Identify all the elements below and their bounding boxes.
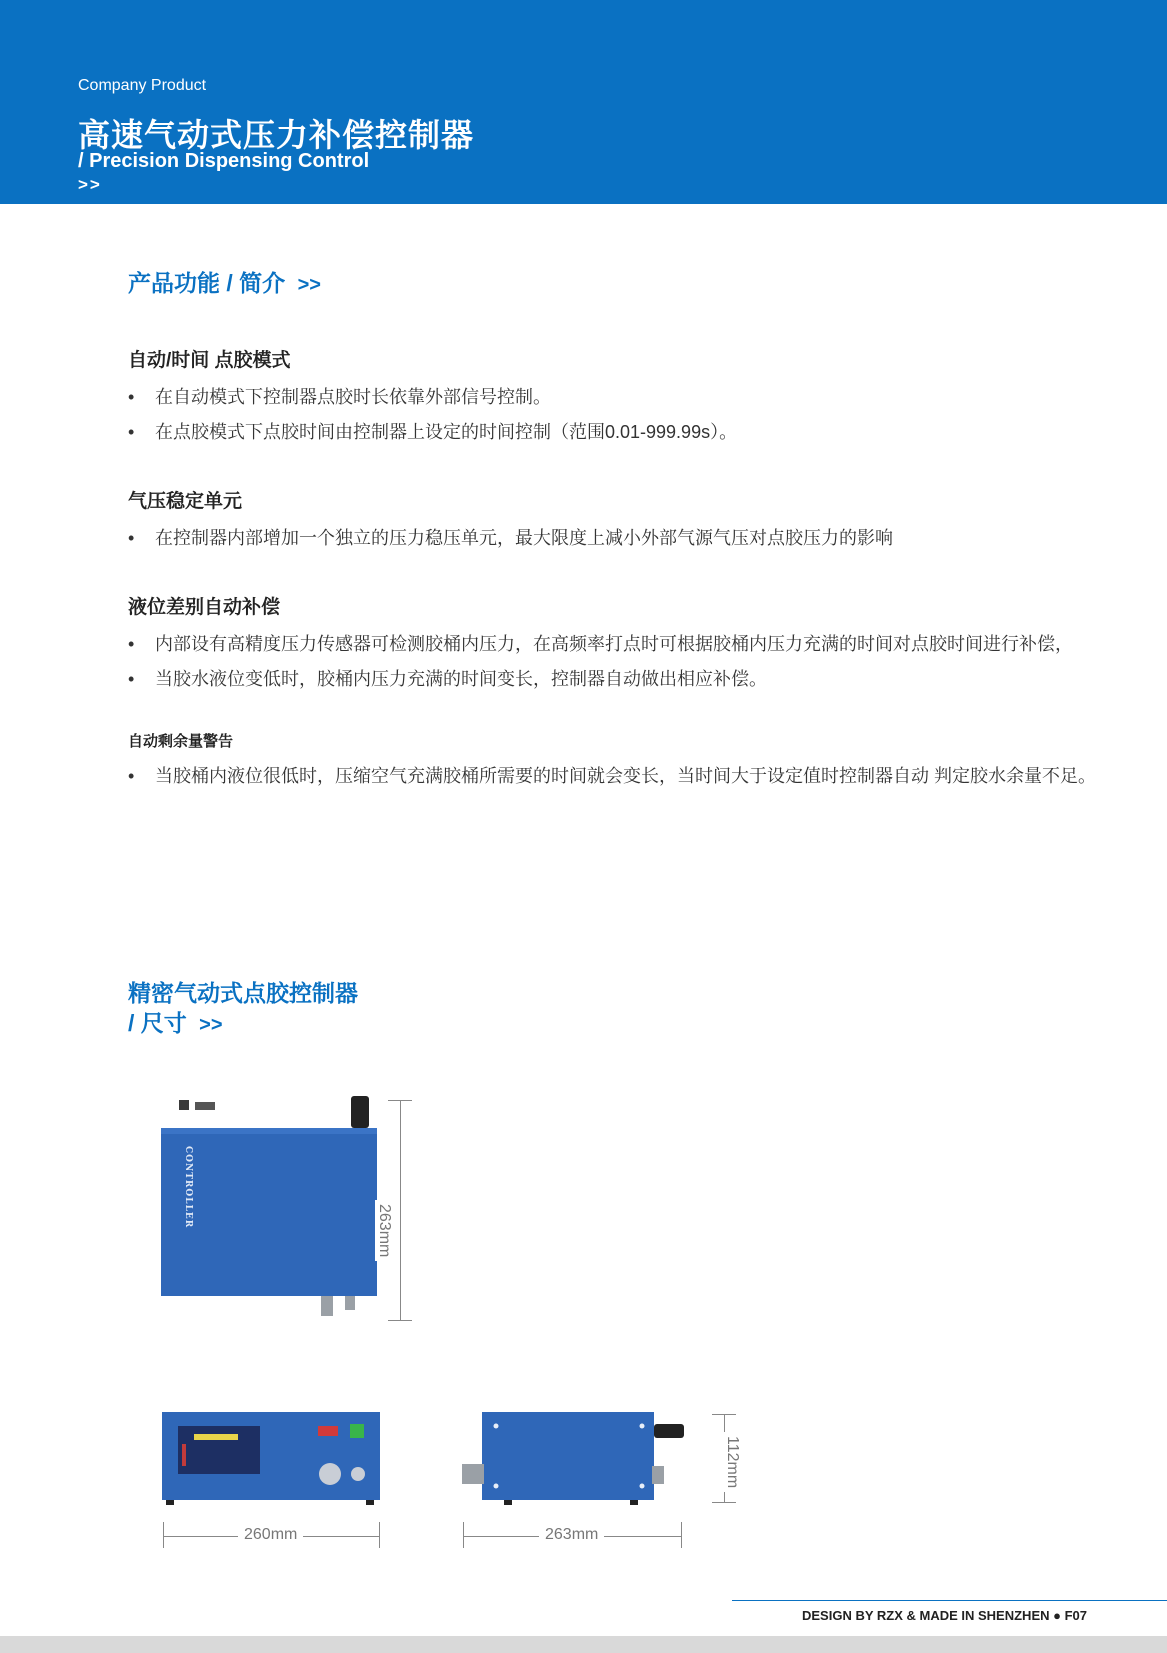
feature-heading: 液位差别自动补偿 — [128, 597, 281, 618]
feature-list — [128, 380, 1167, 450]
dim-tick — [712, 1502, 736, 1503]
lcd-indicator — [182, 1444, 186, 1466]
outlet-fitting — [652, 1466, 664, 1484]
feature-list — [128, 759, 1128, 794]
device-foot — [366, 1500, 374, 1505]
screw — [494, 1424, 499, 1429]
outlet-fitting — [462, 1464, 484, 1484]
header-title-cn: 高速气动式压力补偿控制器 — [78, 117, 475, 153]
device-side-view-image — [460, 1410, 686, 1506]
intro-section-title-text: 产品功能 / 简介 — [128, 270, 286, 296]
intro-section-title — [128, 268, 321, 300]
feature-list — [128, 521, 1167, 556]
list-item: • 在控制器内部增加一个独立的压力稳压单元，最大限度上减小外部气源气压对点胶压力的影响 — [128, 521, 1167, 556]
list-item: • 当胶桶内液位很低时，压缩空气充满胶桶所需要的时间就会变长，当时间大于设定值时控制器自动 判定胶水余量不足。 — [128, 759, 1128, 794]
outlet-fitting — [345, 1296, 355, 1310]
device-foot — [630, 1500, 638, 1505]
footer-band — [0, 1636, 1167, 1653]
dim-tick — [712, 1414, 736, 1415]
device-foot — [504, 1500, 512, 1505]
pressure-outlet — [351, 1467, 365, 1481]
device-foot — [166, 1500, 174, 1505]
regulator-knob — [319, 1463, 341, 1485]
dim-label-side-height: 112mm — [723, 1432, 741, 1492]
device-brand-label: CONTROLLER — [183, 1146, 193, 1229]
dim-label-front-width: 260mm — [238, 1526, 303, 1544]
device-front-view-image — [160, 1410, 382, 1506]
list-item: • 内部设有高精度压力传感器可检测胶桶内压力，在高频率打点时可根据胶桶内压力充满的时间对点胶时间进行补偿， — [128, 627, 1167, 662]
device-body — [482, 1412, 654, 1500]
dim-tick — [388, 1320, 412, 1321]
dimension-title-line1: 精密气动式点胶控制器 — [128, 980, 358, 1006]
dim-tick — [163, 1522, 164, 1548]
dim-label-top-height: 263mm — [375, 1200, 393, 1261]
device-top-view-image — [155, 1096, 385, 1326]
dim-label-side-depth: 263mm — [539, 1526, 604, 1544]
list-item: • 在点胶模式下点胶时间由控制器上设定的时间控制（范围0.01-999.99s）。 — [128, 415, 1167, 450]
header-arrows: >> — [78, 175, 102, 194]
air-inlet-connector — [654, 1424, 684, 1438]
dimension-title-line2: / 尺寸 — [128, 1010, 187, 1036]
header-eyebrow: Company Product — [78, 77, 207, 94]
feature-remaining-warning — [128, 730, 1128, 794]
dim-tick — [681, 1522, 682, 1548]
dim-tick — [388, 1100, 412, 1101]
list-item: • 当胶水液位变低时，胶桶内压力充满的时间变长，控制器自动做出相应补偿。 — [128, 662, 1167, 697]
screw — [640, 1424, 645, 1429]
dimension-section-title — [128, 978, 358, 1040]
dim-tick — [463, 1522, 464, 1548]
screw — [494, 1484, 499, 1489]
power-button — [350, 1424, 364, 1438]
connector-knob — [179, 1100, 189, 1110]
connector-knob — [195, 1102, 215, 1110]
dim-line-vertical — [400, 1100, 401, 1320]
feature-list — [128, 627, 1167, 697]
list-item: • 在自动模式下控制器点胶时长依靠外部信号控制。 — [128, 380, 1167, 415]
outlet-fitting — [321, 1296, 333, 1316]
device-edge-highlight — [161, 1128, 377, 1134]
feature-heading: 气压稳定单元 — [128, 491, 243, 512]
feature-pressure-stabilizer — [128, 486, 1167, 556]
dim-tick — [379, 1522, 380, 1548]
lcd-status-bar — [194, 1434, 238, 1440]
feature-auto-time-mode — [128, 345, 1167, 450]
footer-rule — [732, 1600, 1167, 1601]
footer-credit: DESIGN BY RZX & MADE IN SHENZHEN ● F07 — [802, 1608, 1087, 1623]
feature-level-compensation — [128, 592, 1167, 697]
dimension-section-arrows: >> — [199, 1014, 223, 1036]
air-inlet-connector — [351, 1096, 369, 1128]
digit-display — [318, 1426, 338, 1436]
intro-section-arrows: >> — [297, 274, 321, 296]
lcd-screen — [178, 1426, 260, 1474]
feature-heading: 自动剩余量警告 — [128, 733, 234, 750]
screw — [640, 1484, 645, 1489]
feature-heading: 自动/时间 点胶模式 — [128, 350, 291, 371]
header-title-en: / Precision Dispensing Control — [78, 150, 370, 172]
page-header — [0, 0, 1167, 204]
